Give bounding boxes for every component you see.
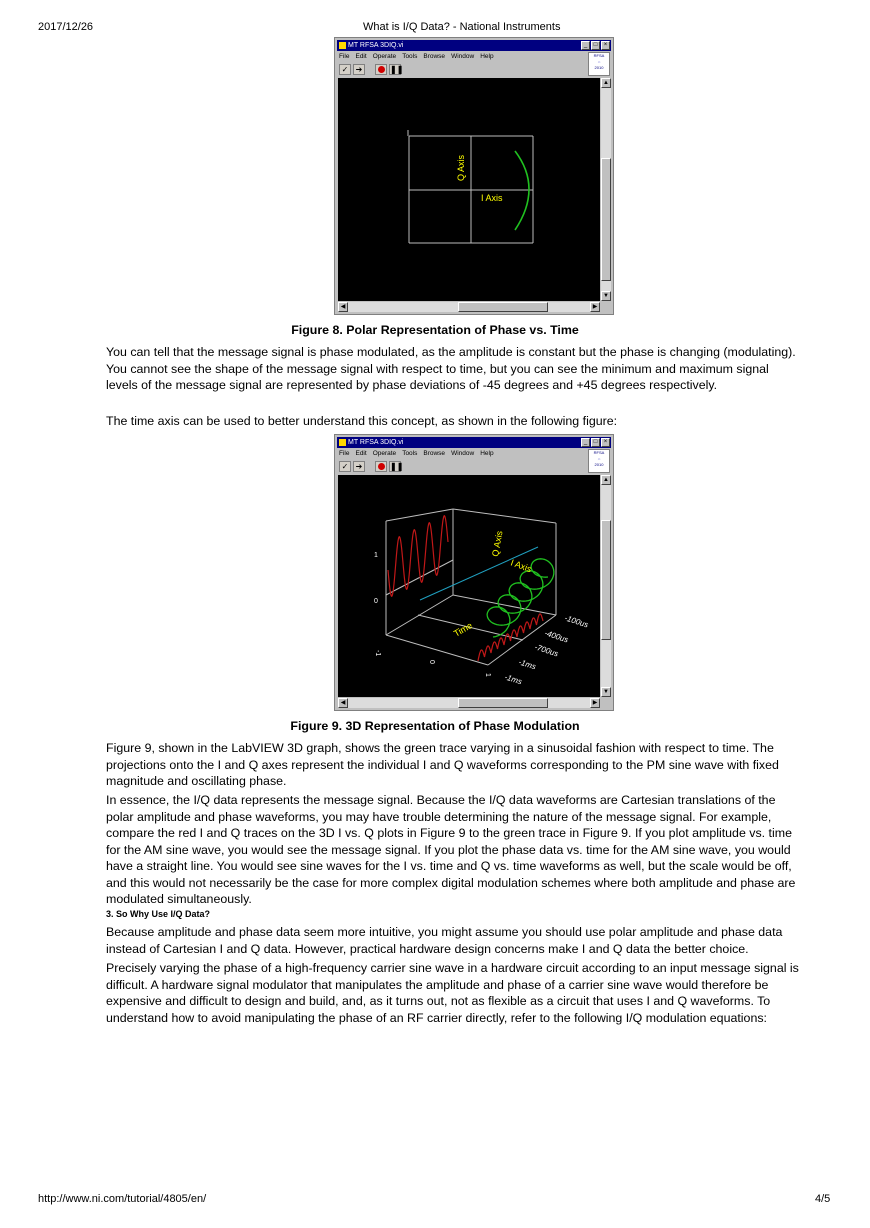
labview-app-icon (339, 439, 346, 446)
minimize-button[interactable]: _ (581, 438, 590, 447)
stop-icon (378, 463, 385, 470)
time-tick-700us: -700us (533, 642, 560, 659)
toolbar (339, 64, 404, 76)
toolbar (339, 461, 404, 473)
paragraph-phase-modulated: You can tell that the message signal is phase modulated, as the amplitude is constant but the phase is changing (modulating). You cannot see the shape of the message signal with respect to time, but you can see the minimum and maximum signal levels of the message signal are represented by phase deviations of -45 degrees and +45 degrees respectively. (106, 345, 796, 392)
3d-plot-area (338, 475, 600, 697)
menu-bar (339, 449, 494, 459)
menu-window[interactable]: Window (451, 450, 475, 457)
scroll-right-arrow[interactable]: ▶ (590, 698, 600, 708)
menu-browse[interactable]: Browse (423, 53, 446, 60)
time-tick-100us: -100us (563, 613, 590, 630)
q-axis-label: Q Axis (490, 529, 505, 558)
scroll-left-arrow[interactable]: ◀ (338, 302, 348, 312)
scroll-thumb-horizontal[interactable] (458, 698, 548, 708)
menu-help[interactable]: Help (480, 53, 494, 60)
print-date: 2017/12/26 (38, 21, 94, 33)
close-button[interactable]: × (601, 41, 610, 50)
red-q-projection-trace (388, 516, 448, 596)
horizontal-scrollbar[interactable] (338, 698, 600, 708)
i-tick-neg1: -1 (374, 650, 381, 657)
q-tick-1: 1 (374, 552, 378, 559)
time-tick-1ms-a: -1ms (517, 657, 538, 672)
paragraph-in-essence: In essence, the I/Q data represents the message signal. Because the I/Q data waveforms are Cartesian translations of the polar amplitude and phase waveforms, you may have trouble determining the nature of the message signal. For example, compare the red I and Q traces on the 3D I vs. Q plots in Figure 9 to the green trace in Figure 9. If you plot amplitude vs. time for the AM sine wave, you would see the message signal. If you plot the phase data vs. time for the AM sine wave, you would have a straight line. You would see sine waves for the I vs. time and Q vs. time waveforms as well, but the scale would be off, and this would not necessarily be the case for more complex digital modulation schemes where both amplitude and phase are modulated simultaneously. (106, 793, 796, 906)
scroll-up-arrow[interactable]: ▲ (601, 78, 611, 88)
minimize-button[interactable]: _ (581, 41, 590, 50)
menu-tools[interactable]: Tools (402, 450, 418, 457)
time-tick-400us: -400us (543, 628, 570, 645)
time-tick-1ms-b: -1ms (503, 672, 524, 687)
scroll-down-arrow[interactable]: ▼ (601, 687, 611, 697)
i-axis-label: I Axis (481, 193, 503, 203)
scroll-right-arrow[interactable]: ▶ (590, 302, 600, 312)
pause-button[interactable]: ❚❚ (390, 462, 404, 471)
scroll-up-arrow[interactable]: ▲ (601, 475, 611, 485)
horizontal-scrollbar[interactable] (338, 302, 600, 312)
run-arrow-button[interactable]: ➔ (353, 461, 365, 472)
scroll-thumb-horizontal[interactable] (458, 302, 548, 312)
pause-button[interactable]: ❚❚ (390, 65, 404, 74)
scroll-thumb[interactable] (601, 520, 611, 640)
vi-icon-graphic: ⇔ (597, 456, 601, 461)
3d-iq-time-graph (338, 475, 600, 697)
menu-tools[interactable]: Tools (402, 53, 418, 60)
labview-window-figure8 (334, 37, 614, 315)
paragraph-hardware-modulator: Precisely varying the phase of a high-frequency carrier sine wave in a hardware circuit according to an input message signal is difficult. A hardware signal modulator that manipulates the amplitude and phase of a carrier sine wave would therefore be expensive and difficult to design and build, and, as it turns out, not as flexible as a circuit that uses I and Q waveforms. To understand how to avoid manipulating the phase of an RF carrier directly, refer to the following I/Q modulation equations: (106, 961, 799, 1025)
checkmark-button[interactable]: ✓ (339, 64, 351, 75)
figure8-caption: Figure 8. Polar Representation of Phase vs. Time (291, 323, 579, 337)
page-url: http://www.ni.com/tutorial/4805/en/ (38, 1193, 207, 1205)
scroll-thumb[interactable] (601, 158, 611, 281)
i-axis-label: I Axis (509, 557, 533, 575)
vi-icon-graphic: ⇔ (597, 59, 601, 64)
window-title: MT RFSA 3DIQ.vi (348, 42, 404, 49)
vi-icon: RFSA ⇔ 2010 (588, 449, 610, 473)
vertical-scrollbar[interactable] (601, 78, 611, 301)
scroll-left-arrow[interactable]: ◀ (338, 698, 348, 708)
menu-edit[interactable]: Edit (355, 53, 367, 60)
scroll-down-arrow[interactable]: ▼ (601, 291, 611, 301)
menu-operate[interactable]: Operate (372, 450, 397, 457)
menu-file[interactable]: File (339, 450, 350, 457)
vertical-scrollbar[interactable] (601, 475, 611, 697)
menu-browse[interactable]: Browse (423, 450, 446, 457)
stop-icon (378, 66, 385, 73)
menu-edit[interactable]: Edit (355, 450, 367, 457)
window-titlebar[interactable] (337, 40, 611, 51)
page-number: 4/5 (815, 1193, 831, 1205)
menu-help[interactable]: Help (480, 450, 494, 457)
q-axis-label: Q Axis (456, 154, 466, 181)
labview-window-figure9 (334, 434, 614, 711)
q-tick-0: 0 (374, 598, 378, 605)
run-arrow-button[interactable]: ➔ (353, 64, 365, 75)
window-titlebar[interactable] (337, 437, 611, 448)
page-title: What is I/Q Data? - National Instruments (363, 21, 561, 33)
paragraph-time-axis: The time axis can be used to better understand this concept, as shown in the following figure: (106, 414, 618, 428)
checkmark-button[interactable]: ✓ (339, 461, 351, 472)
paragraph-intuitive-data: Because amplitude and phase data seem more intuitive, you might assume you should use polar amplitude and phase data instead of Cartesian I and Q data. However, practical hardware design concerns make I and Q data the better choice. (106, 925, 783, 956)
close-button[interactable]: × (601, 438, 610, 447)
abort-button[interactable] (375, 64, 387, 75)
section-heading-why-iq: 3. So Why Use I/Q Data? (106, 909, 211, 919)
polar-plot-area (338, 78, 600, 301)
menu-operate[interactable]: Operate (372, 53, 397, 60)
i-tick-0: 0 (428, 660, 435, 664)
menu-bar (339, 52, 494, 62)
polar-iq-graph (338, 78, 600, 301)
vi-icon: RFSA ⇔ 2010 (588, 52, 610, 76)
menu-window[interactable]: Window (451, 53, 475, 60)
menu-file[interactable]: File (339, 53, 350, 60)
paragraph-labview-3d-graph: Figure 9, shown in the LabVIEW 3D graph, shows the green trace varying in a sinusoidal fashion with respect to time. The projections onto the I and Q axes represent the individual I and Q waveforms corresponding to the PM sine wave with fixed magnitude and oscillating phase. (106, 741, 779, 788)
maximize-button[interactable]: □ (591, 41, 600, 50)
window-title: MT RFSA 3DIQ.vi (348, 439, 404, 446)
i-tick-1: 1 (484, 673, 491, 677)
maximize-button[interactable]: □ (591, 438, 600, 447)
time-axis-label: Time (452, 620, 475, 639)
figure9-caption: Figure 9. 3D Representation of Phase Modulation (290, 719, 580, 733)
abort-button[interactable] (375, 461, 387, 472)
labview-app-icon (339, 42, 346, 49)
